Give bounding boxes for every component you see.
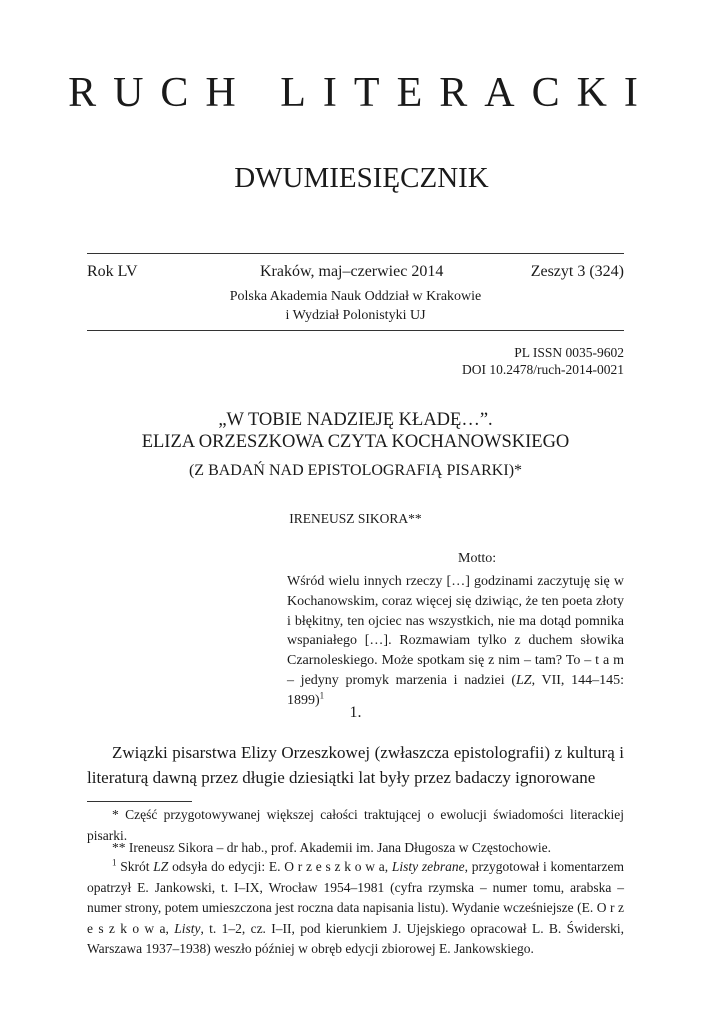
footnote-1-title-2: Listy <box>174 920 201 936</box>
article-author: IRENEUSZ SIKORA** <box>289 511 422 526</box>
footnote-rule <box>87 801 192 802</box>
footnote-1-text-d: , t. 1–2, cz. I–II, pod kierunkiem J. Ujejskiego opracował L. B. Świderski, Warszawa 1937–1938) weszło później w obręb edycji zbiorowej E. Jankowskiego. <box>87 920 624 956</box>
footnote-ref-1: 1 <box>319 690 325 701</box>
motto-quote <box>287 572 624 711</box>
publisher-line-2: i Wydział Polonistyki UJ <box>285 308 426 323</box>
issn: PL ISSN 0035-9602 <box>514 345 624 360</box>
footnote-star: * Część przygotowywanej większej całości traktującej o ewolucji świadomości literackiej pisarki. <box>87 807 624 843</box>
body-paragraph: Związki pisarstwa Elizy Orzeszkowej (zwłaszcza epistolografii) z kulturą i literaturą dawną przez długie dziesiątki lat były przez badaczy ignorowane <box>87 743 624 787</box>
motto-cite-abbr: LZ <box>515 672 532 688</box>
footnote-1-text-a: Skrót <box>116 859 154 874</box>
footnote-double-star: ** Ireneusz Sikora – dr hab., prof. Akademii im. Jana Długosza w Częstochowie. <box>112 840 552 855</box>
place-date: Kraków, maj–czerwiec 2014 <box>260 263 444 280</box>
journal-subtitle: DWUMIESIĘCZNIK <box>234 162 489 194</box>
header-bottom-rule <box>87 330 624 331</box>
issue-number: Zeszyt 3 (324) <box>530 263 624 280</box>
footnote-1-text-c: , przygotował i komentarzem opatrzył E. Jankowski, t. I–IX, Wrocław 1954–1981 (cyfra rzymska – numer tomu, arabska – numer strony, potem umieszczona jest roczna data napisania listu). Wydanie wcześniejsze (E. O r z e s z k o w a, <box>87 859 625 936</box>
publisher-line-1: Polska Akademia Nauk Oddział w Krakowie <box>229 289 482 304</box>
header-top-rule <box>87 253 624 254</box>
volume-year: Rok LV <box>87 263 138 280</box>
journal-title: RUCH LITERACKI <box>68 70 655 116</box>
footnote-1-mark: 1 <box>112 857 117 868</box>
article-subtitle: (Z BADAŃ NAD EPISTOLOGRAFIĄ PISARKI)* <box>188 462 523 479</box>
motto-label: Motto: <box>458 551 497 566</box>
footnote-1-text-b: odsyła do edycji: E. O r z e s z k o w a, <box>168 859 392 874</box>
doi: DOI 10.2478/ruch-2014-0021 <box>462 362 624 377</box>
article-title-line-1: „W TOBIE NADZIEJĘ KŁADĘ…”. <box>218 410 493 430</box>
footnote-1-title-1: Listy zebrane <box>391 859 465 874</box>
motto-cite-rest: , VII, 144–145: 1899) <box>287 672 624 708</box>
section-number: 1. <box>349 704 362 721</box>
article-title-line-2: ELIZA ORZESZKOWA CZYTA KOCHANOWSKIEGO <box>141 432 570 452</box>
motto-text: Wśród wielu innych rzeczy […] godzinami zaczytuję się w Kochanowskim, coraz więcej się dziwiąc, że ten poeta złoty i błękitny, ten ojciec nas wszystkich, nie ma dotąd pomnika wspaniałego […]. Rozmawiam tylko z duchem słowika Czarnoleskiego. Może spotkam się z nim – tam? To – t a m – jedyny promyk marzenia i nadziei ( <box>287 574 624 688</box>
footnote-1 <box>87 857 624 960</box>
footnote-1-abbr: LZ <box>153 859 169 874</box>
